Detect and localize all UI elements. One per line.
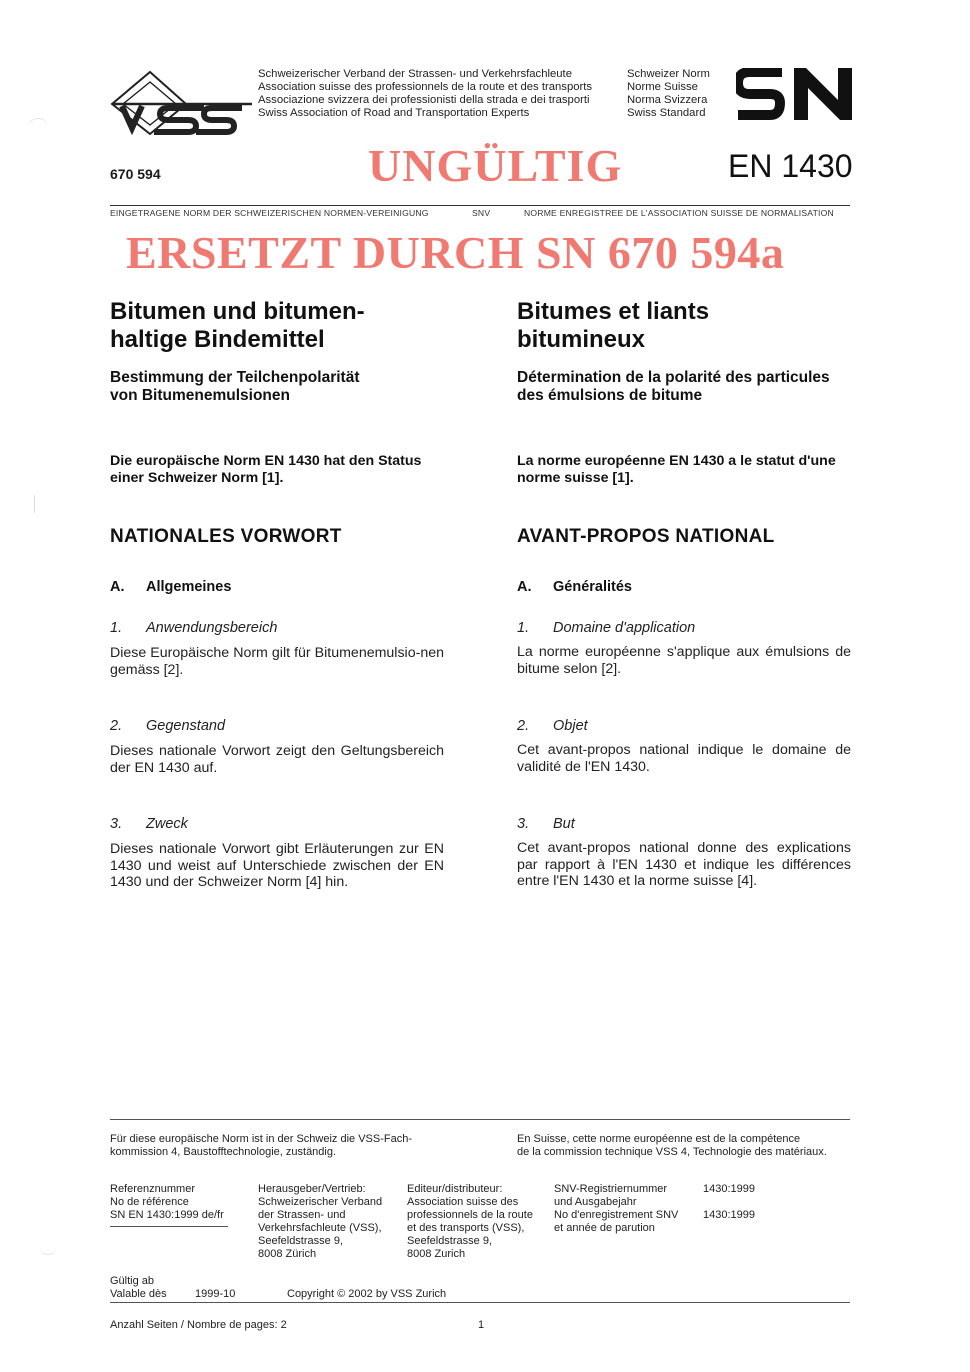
snv-registration: SNV-Registriernummer und Ausgabejahr No d'enregistrement SNV et année de parution — [554, 1183, 679, 1234]
document-number: 670 594 — [110, 166, 161, 182]
item-heading-fr: 2. Objet — [517, 718, 588, 734]
footer-rule — [110, 1119, 850, 1120]
item-text-de: Dieses nationale Vorwort gibt Erläuterungen zur EN 1430 und weist auf Unterschiede zwischen der EN 1430 und der Schweizer Norm [4] hin. — [110, 841, 444, 890]
item-heading-de: 2. Gegenstand — [110, 718, 226, 734]
status-fr: La norme européenne EN 1430 a le statut d'une norme suisse [1]. — [517, 453, 836, 486]
subtitle-de: Bestimmung der Teilchenpolarität von Bitumenemulsionen — [110, 369, 360, 404]
scan-mark — [34, 495, 35, 513]
item-text-de: Dieses nationale Vorwort zeigt den Geltungsbereich der EN 1430 auf. — [110, 743, 444, 776]
page-count: Anzahl Seiten / Nombre de pages: 2 — [110, 1319, 287, 1331]
bottom-rule — [110, 1302, 850, 1303]
valid-from: Gültig ab Valable dès — [110, 1275, 167, 1300]
title-de: Bitumen und bitumen- haltige Bindemittel — [110, 298, 365, 353]
registered-fr: NORME ENREGISTREE DE L'ASSOCIATION SUISSE DE NORMALISATION — [524, 208, 834, 218]
title-fr: Bitumes et liants bitumineux — [517, 298, 710, 353]
en-number: EN 1430 — [728, 148, 853, 184]
norm-names: Schweizer Norm Norme Suisse Norma Svizzera Swiss Standard — [627, 68, 710, 119]
subtitle-fr: Détermination de la polarité des particules des émulsions de bitume — [517, 369, 830, 404]
item-text-fr: Cet avant-propos national donne des explications par rapport à l'EN 1430 et indique les différences entre l'EN 1430 et la norme suisse [4]. — [517, 840, 851, 889]
section-a-de: A. Allgemeines — [110, 579, 232, 595]
item-text-fr: Cet avant-propos national indique le domaine de validité de l'EN 1430. — [517, 742, 851, 775]
competence-de: Für diese europäische Norm ist in der Schweiz die VSS-Fach- kommission 4, Baustofftechnologie, zuständig. — [110, 1133, 413, 1158]
item-text-de: Diese Europäische Norm gilt für Bitumenemulsio-nen gemäss [2]. — [110, 645, 444, 678]
valid-date: 1999-10 — [195, 1288, 236, 1300]
copyright: Copyright © 2002 by VSS Zurich — [287, 1288, 447, 1300]
replaced-stamp: ERSETZT DURCH SN 670 594a — [126, 227, 785, 278]
foreword-heading-de: NATIONALES VORWORT — [110, 526, 342, 547]
scan-mark — [40, 1240, 56, 1255]
item-heading-de: 3. Zweck — [110, 816, 188, 832]
invalid-stamp: UNGÜLTIG — [368, 140, 623, 191]
page-number: 1 — [478, 1319, 485, 1331]
section-a-fr: A. Généralités — [517, 579, 632, 595]
header-rule — [110, 205, 850, 206]
sn-logo — [736, 68, 852, 120]
foreword-heading-fr: AVANT-PROPOS NATIONAL — [517, 526, 775, 547]
snv-label: SNV — [472, 208, 491, 218]
association-names: Schweizerischer Verband der Strassen- und Verkehrsfachleute Association suisse des professionnels de la route et des transports Associazione svizzera dei professionisti della strada e dei trasporti Swiss Association of Road and Transportation Experts — [258, 68, 593, 119]
item-heading-fr: 1. Domaine d'application — [517, 620, 696, 636]
snv-value-1: 1430:1999 — [703, 1183, 755, 1195]
reference-underline — [110, 1226, 228, 1227]
publisher-fr: Editeur/distributeur: Association suisse des professionnels de la route et des transports (VSS), Seefeldstrasse 9, 8008 Zurich — [407, 1183, 533, 1260]
competence-fr: En Suisse, cette norme européenne est de la compétence de la commission technique VSS 4, Technologie des matériaux. — [517, 1133, 827, 1158]
item-text-fr: La norme européenne s'applique aux émulsions de bitume selon [2]. — [517, 644, 851, 677]
item-heading-fr: 3. But — [517, 816, 575, 832]
reference-number: Referenznummer No de référence SN EN 1430:1999 de/fr — [110, 1183, 224, 1221]
scan-mark — [28, 118, 48, 137]
item-heading-de: 1. Anwendungsbereich — [110, 620, 278, 636]
registered-de: EINGETRAGENE NORM DER SCHWEIZERISCHEN NORMEN-VEREINIGUNG — [110, 208, 429, 218]
publisher-de: Herausgeber/Vertrieb: Schweizerischer Verband der Strassen- und Verkehrsfachleute (VSS), Seefeldstrasse 9, 8008 Zürich — [258, 1183, 383, 1260]
status-de: Die europäische Norm EN 1430 hat den Status einer Schweizer Norm [1]. — [110, 453, 422, 486]
snv-value-2: 1430:1999 — [703, 1209, 755, 1221]
vss-logo — [108, 70, 253, 136]
